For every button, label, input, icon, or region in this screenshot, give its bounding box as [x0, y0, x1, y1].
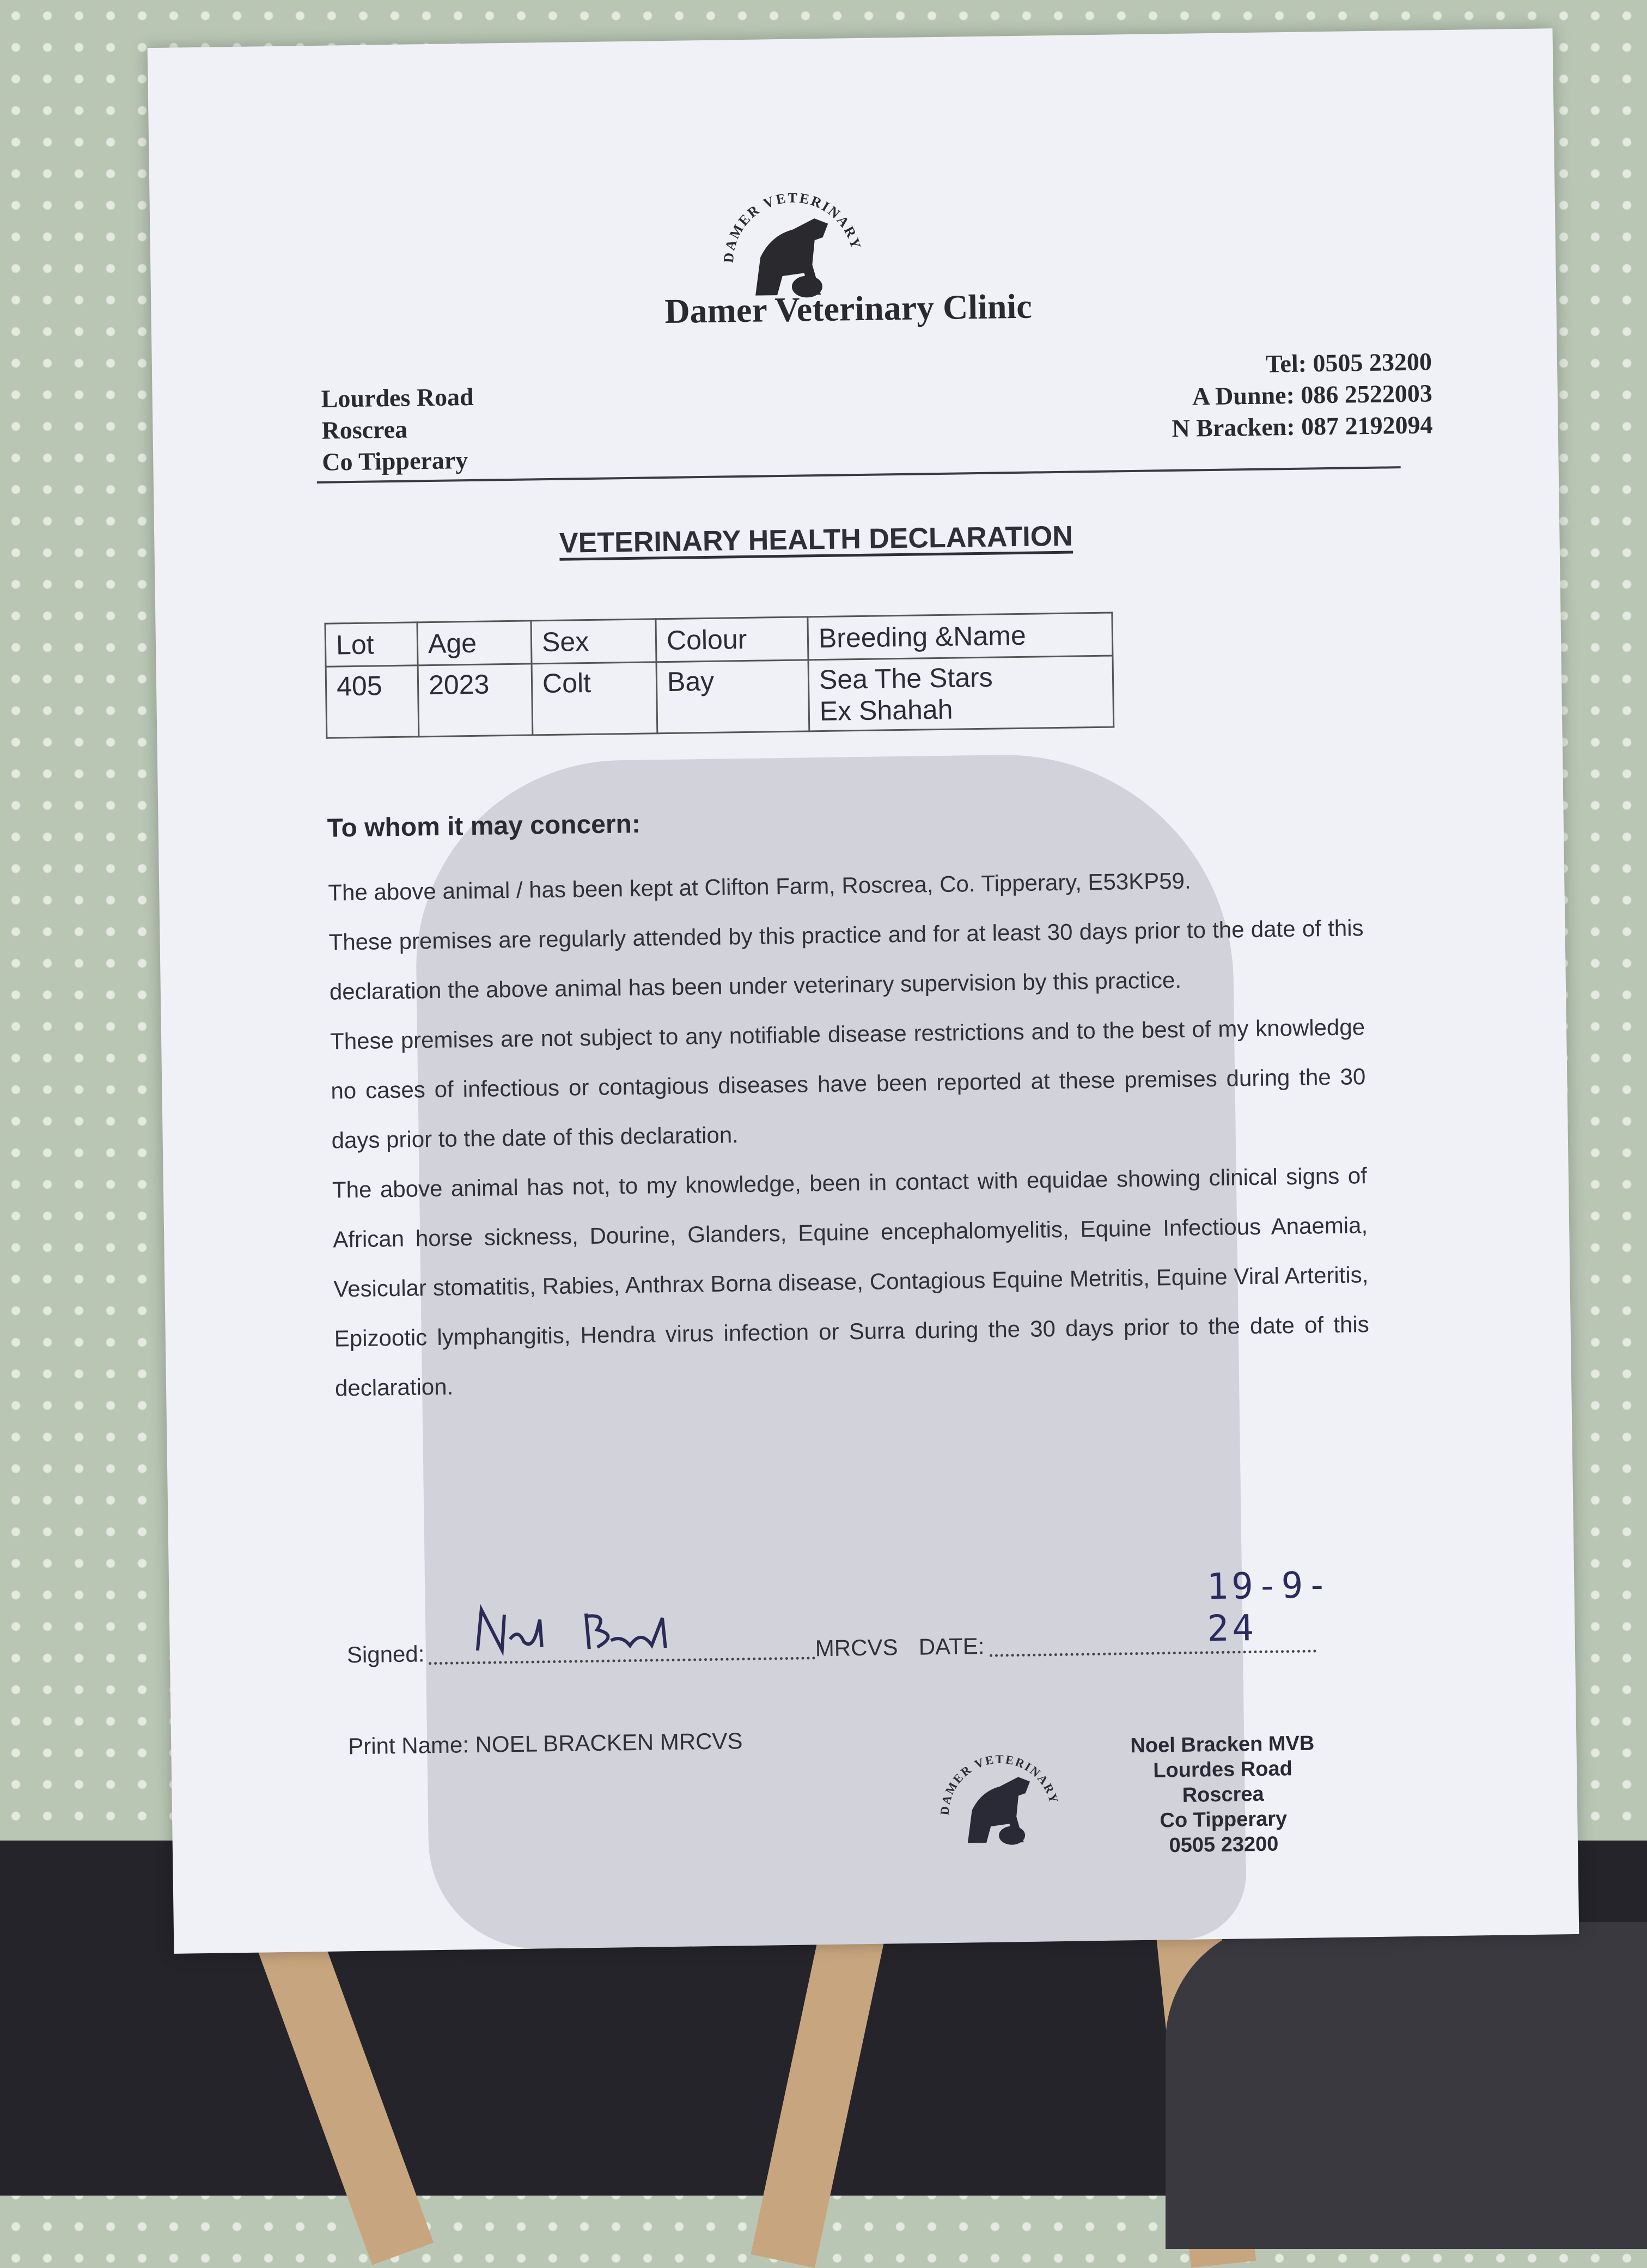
stamp-line: Co Tipperary — [1160, 1807, 1288, 1832]
column-header-breeding: Breeding &Name — [808, 613, 1113, 660]
stamp-address — [1108, 1731, 1338, 1859]
header-divider — [317, 466, 1401, 484]
column-header-sex: Sex — [531, 619, 656, 664]
stamp-line: 0505 23200 — [1169, 1832, 1279, 1857]
animal-details-table — [324, 612, 1114, 739]
cell-lot: 405 — [326, 665, 419, 738]
clinic-contact — [1170, 346, 1433, 444]
signature-drawing — [472, 1596, 679, 1659]
address-line: Co Tipperary — [321, 446, 468, 476]
address-line: Roscrea — [321, 415, 408, 444]
print-name: Print Name: NOEL BRACKEN MRCVS — [347, 1728, 743, 1759]
greeting: To whom it may concern: — [327, 809, 641, 843]
logo-ring-text: DAMER VETERINARY — [720, 189, 864, 264]
paragraph: The above animal / has been kept at Clifton Farm, Roscrea, Co. Tipperary, E53KP59. — [328, 867, 1191, 906]
cell-breeding — [808, 656, 1114, 731]
address-line: Lourdes Road — [321, 382, 474, 413]
column-header-colour: Colour — [656, 617, 808, 662]
stamp-line: Lourdes Road — [1153, 1757, 1293, 1782]
clinic-name: Damer Veterinary Clinic — [664, 286, 1033, 331]
stamp-ring-text: DAMER VETERINARY — [937, 1752, 1062, 1816]
stamp-line: Noel Bracken MVB — [1130, 1732, 1315, 1758]
breeding-dam: Ex Shahah — [819, 694, 953, 727]
date-line — [990, 1650, 1316, 1657]
handwritten-date: 19-9-24 — [1206, 1564, 1332, 1650]
signed-label: Signed: — [346, 1641, 425, 1668]
cell-colour: Bay — [656, 660, 809, 733]
document-title: VETERINARY HEALTH DECLARATION — [559, 520, 1073, 559]
rug — [1166, 1922, 1647, 2249]
horse-stamp-icon — [928, 1734, 1071, 1867]
date-label: DATE: — [918, 1633, 985, 1660]
declaration-document — [148, 28, 1579, 1954]
contact-line: A Dunne: 086 2522003 — [1192, 379, 1433, 411]
stamp-line: Roscrea — [1182, 1782, 1264, 1807]
mrcvs-label: MRCVS — [815, 1634, 898, 1661]
column-header-lot: Lot — [325, 622, 418, 667]
paragraph: These premises are regularly attended by this practice and for at least 30 days prior to the date of this declaration the above animal has been under veterinary supervision by this practice. — [328, 915, 1364, 1005]
table-row — [326, 656, 1114, 738]
paragraph: These premises are not subject to any notifiable disease restrictions and to the best of my knowledge no cases of infectious or contagious diseases have been reported at these premises during the 30 days prior to the date of this declaration. — [330, 1014, 1366, 1153]
paragraph: The above animal has not, to my knowledge, been in contact with equidae showing clinical signs of African horse sickness, Dourine, Glanders, Equine encephalomyelitis, Equine Infectious Anaemia, Vesicular stomatitis, Rabies, Anthrax Borna disease, Contagious Equine Metritis, Equine Viral Arteritis, Epizootic lymphangitis, Hendra virus infection or Surra during the 30 days prior to the date of this declaration. — [332, 1163, 1369, 1401]
contact-line: N Bracken: 087 2192094 — [1172, 411, 1433, 442]
stamp-logo — [928, 1734, 1071, 1867]
column-header-age: Age — [417, 621, 532, 665]
cell-sex: Colt — [532, 662, 657, 735]
clinic-address — [321, 381, 474, 478]
contact-line: Tel: 0505 23200 — [1265, 347, 1432, 378]
breeding-sire: Sea The Stars — [819, 662, 993, 695]
cell-age: 2023 — [418, 664, 533, 737]
declaration-body — [328, 853, 1370, 1413]
handwritten-signature — [472, 1596, 680, 1664]
